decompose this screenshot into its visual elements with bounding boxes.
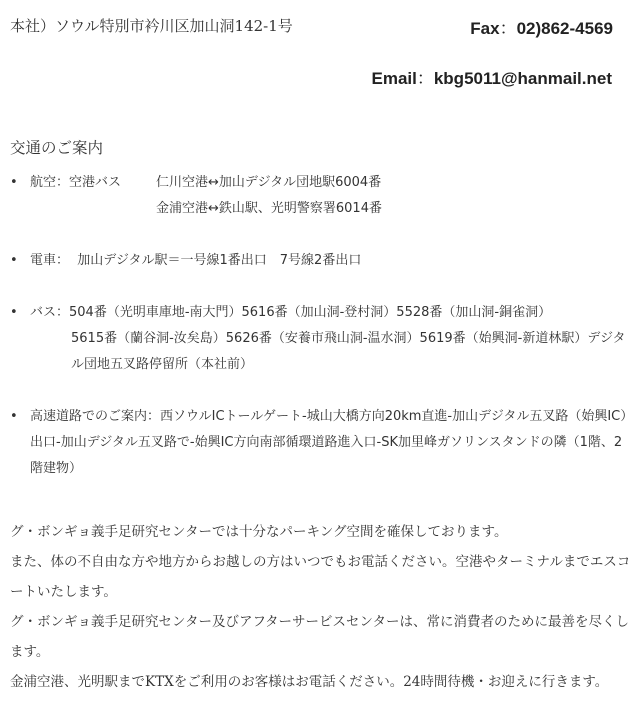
list-item-highway [10,404,632,482]
fax-number: 02)862-4569 [516,19,613,38]
train-text: 加山デジタル駅＝一号線1番出口 7号線2番出口 [77,253,362,268]
fax-info [470,14,613,39]
bullet-icon: • [10,305,18,320]
bus-routes-2: 5615番（蘭谷洞-汝矣島）5626番（安養市飛山洞-温水洞）5619番（始興洞-新道林駅）デジタル団地五叉路停留所（本社前） [71,331,626,372]
closing-paragraph-3: グ・ボンギョ義手足研究センター及びアフターサービスセンターは、常に消費者のために最善を尽くします。 [10,614,629,660]
list-item-air [10,170,632,222]
fax-colon: ： [499,19,517,39]
air-route-1: 仁川空港↔加山デジタル団地駅6004番 [156,175,382,190]
bullet-icon: • [10,409,18,424]
closing-paragraph-2: また、体の不自由な方や地方からお越しの方はいつでもお電話ください。空港やターミナルまでエスコートいたします。 [10,554,631,600]
bullet-icon: • [10,175,18,190]
train-label: 電車： [30,253,70,268]
closing-paragraph-1: グ・ボンギョ義手足研究センターでは十分なパーキング空間を確保しております。 [10,524,508,540]
closing-text [10,517,632,697]
list-item-bus [10,300,632,378]
bus-routes-1: 504番（光明車庫地-南大門）5616番（加山洞-登村洞）5528番（加山洞-銅雀洞） [69,305,552,320]
email-address: kbg5011@hanmail.net [433,69,612,88]
address-text: 本社）ソウル特別市衿川区加山洞142-1号 [10,17,293,35]
bullet-icon: • [10,253,18,268]
email-label: Email [371,69,417,88]
air-label: 航空：空港バス [30,175,122,190]
email-info [371,64,612,89]
email-colon: ： [416,69,434,89]
highway-text: 高速道路でのご案内：西ソウルICトールゲート-城山大橋方向20km直進-加山デジタル五叉路（始興IC）出口-加山デジタル五叉路で-始興IC方向南部循環道路進入口-SK加里峰ガソリンスタンドの隣（1階、2階建物） [30,409,627,476]
list-item-train [10,248,632,274]
air-route-2: 金浦空港↔鉄山駅、光明警察署6014番 [156,201,382,216]
fax-label: Fax [470,19,500,38]
bus-label: バス： [30,305,70,320]
closing-paragraph-4: 金浦空港、光明駅までKTXをご利用のお客様はお電話ください。24時間待機・お迎えに行きます。 [10,674,609,690]
section-title: 交通のご案内 [10,139,104,157]
